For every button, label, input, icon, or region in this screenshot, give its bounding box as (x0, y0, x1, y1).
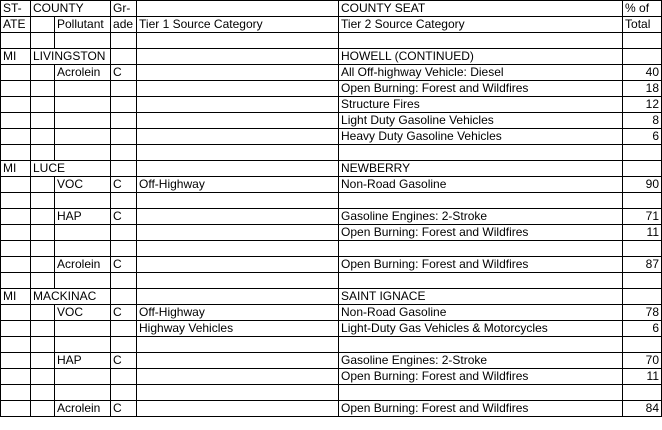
percent-cell: 84 (623, 401, 662, 417)
table-row (1, 129, 662, 145)
tier1-cell (137, 113, 339, 129)
percent-cell: 6 (623, 129, 662, 145)
indent-cell (31, 337, 55, 353)
tier2-cell: Light Duty Gasoline Vehicles (339, 113, 623, 129)
grade-cell (111, 161, 137, 177)
grade-cell (111, 225, 137, 241)
table-row (1, 49, 662, 65)
pollutant-cell: Acrolein (55, 65, 111, 81)
indent-cell (31, 65, 55, 81)
state-cell (1, 273, 31, 289)
tier1-cell (137, 369, 339, 385)
percent-cell (623, 193, 662, 209)
tier2-cell: Open Burning: Forest and Wildfires (339, 225, 623, 241)
state-cell (1, 305, 31, 321)
tier2-cell: Non-Road Gasoline (339, 177, 623, 193)
table-row (1, 353, 662, 369)
percent-cell: 6 (623, 321, 662, 337)
table-row (1, 273, 662, 289)
tier2-cell: Gasoline Engines: 2-Stroke (339, 353, 623, 369)
indent-cell (31, 193, 55, 209)
state-cell (1, 337, 31, 353)
table-row (1, 97, 662, 113)
tier1-cell (137, 257, 339, 273)
tier1-cell (137, 289, 339, 305)
county-cell: LUCE (31, 161, 111, 177)
tier2-cell: SAINT IGNACE (339, 289, 623, 305)
state-cell (1, 241, 31, 257)
tier2-cell: Heavy Duty Gasoline Vehicles (339, 129, 623, 145)
percent-cell: 11 (623, 225, 662, 241)
pollutant-cell (55, 385, 111, 401)
header-indent (31, 17, 55, 33)
indent-cell (31, 81, 55, 97)
percent-cell: 70 (623, 353, 662, 369)
pollutant-cell (55, 81, 111, 97)
indent-cell (31, 209, 55, 225)
indent-cell (31, 305, 55, 321)
table-body (1, 1, 662, 417)
tier2-cell: Open Burning: Forest and Wildfires (339, 369, 623, 385)
grade-cell: C (111, 353, 137, 369)
indent-cell (31, 97, 55, 113)
state-cell (1, 81, 31, 97)
tier2-cell (339, 241, 623, 257)
header-county-seat: COUNTY SEAT (339, 1, 623, 17)
state-cell: MI (1, 161, 31, 177)
tier1-cell (137, 337, 339, 353)
grade-cell (111, 49, 137, 65)
tier2-cell: HOWELL (CONTINUED) (339, 49, 623, 65)
pollutant-cell (55, 337, 111, 353)
indent-cell (31, 401, 55, 417)
tier2-cell (339, 33, 623, 49)
pollutant-cell (55, 273, 111, 289)
table-row (1, 209, 662, 225)
indent-cell (31, 257, 55, 273)
state-cell (1, 353, 31, 369)
tier1-cell (137, 145, 339, 161)
percent-cell: 90 (623, 177, 662, 193)
table-row (1, 177, 662, 193)
tier1-cell (137, 129, 339, 145)
state-cell (1, 65, 31, 81)
pollutant-cell: HAP (55, 353, 111, 369)
state-cell (1, 193, 31, 209)
indent-cell (31, 129, 55, 145)
pollutant-cell (55, 321, 111, 337)
grade-cell (111, 145, 137, 161)
percent-cell (623, 49, 662, 65)
state-cell (1, 113, 31, 129)
pollutant-cell (55, 129, 111, 145)
tier2-cell: Light-Duty Gas Vehicles & Motorcycles (339, 321, 623, 337)
tier2-cell: Structure Fires (339, 97, 623, 113)
tier1-cell (137, 81, 339, 97)
table-row (1, 401, 662, 417)
tier1-cell (137, 385, 339, 401)
grade-cell (111, 33, 137, 49)
state-cell: MI (1, 289, 31, 305)
tier2-cell: NEWBERRY (339, 161, 623, 177)
grade-cell (111, 321, 137, 337)
tier2-cell (339, 145, 623, 161)
header-pollutant: Pollutant (55, 17, 111, 33)
pollutant-cell: VOC (55, 177, 111, 193)
percent-cell: 18 (623, 81, 662, 97)
state-cell (1, 401, 31, 417)
indent-cell (31, 273, 55, 289)
percent-cell: 78 (623, 305, 662, 321)
tier1-cell (137, 401, 339, 417)
grade-cell (111, 113, 137, 129)
header-county: COUNTY (31, 1, 111, 17)
pollutant-cell (55, 97, 111, 113)
tier1-cell (137, 65, 339, 81)
percent-cell (623, 161, 662, 177)
tier2-cell: All Off-highway Vehicle: Diesel (339, 65, 623, 81)
table-row (1, 81, 662, 97)
table-row (1, 321, 662, 337)
tier2-cell: Non-Road Gasoline (339, 305, 623, 321)
table-row (1, 241, 662, 257)
percent-cell: 8 (623, 113, 662, 129)
indent-cell (31, 369, 55, 385)
indent-cell (31, 241, 55, 257)
grade-cell: C (111, 305, 137, 321)
tier2-cell: Gasoline Engines: 2-Stroke (339, 209, 623, 225)
grade-cell (111, 81, 137, 97)
grade-cell: C (111, 401, 137, 417)
table-row (1, 337, 662, 353)
indent-cell (31, 385, 55, 401)
pollutant-cell (55, 369, 111, 385)
indent-cell (31, 145, 55, 161)
tier2-cell (339, 273, 623, 289)
header-tier2: Tier 2 Source Category (339, 17, 623, 33)
tier1-cell: Off-Highway (137, 177, 339, 193)
pollutant-cell (55, 33, 111, 49)
indent-cell (31, 177, 55, 193)
grade-cell (111, 241, 137, 257)
tier1-cell (137, 33, 339, 49)
tier2-cell (339, 385, 623, 401)
tier1-cell (137, 161, 339, 177)
tier2-cell: Open Burning: Forest and Wildfires (339, 81, 623, 97)
header-row-1 (1, 1, 662, 17)
state-cell (1, 225, 31, 241)
grade-cell (111, 289, 137, 305)
tier2-cell: Open Burning: Forest and Wildfires (339, 257, 623, 273)
header-state-top: ST- (1, 1, 31, 17)
pollutant-cell (55, 113, 111, 129)
indent-cell (31, 113, 55, 129)
header-grade-top: Gr- (111, 1, 137, 17)
pollutant-cell: Acrolein (55, 401, 111, 417)
percent-cell (623, 145, 662, 161)
tier1-cell: Off-Highway (137, 305, 339, 321)
indent-cell (31, 321, 55, 337)
tier1-cell (137, 209, 339, 225)
table-row (1, 113, 662, 129)
table-row (1, 145, 662, 161)
state-cell (1, 385, 31, 401)
table-row (1, 369, 662, 385)
percent-cell: 71 (623, 209, 662, 225)
grade-cell (111, 385, 137, 401)
pollutant-cell: Acrolein (55, 257, 111, 273)
percent-cell: 12 (623, 97, 662, 113)
table-row (1, 257, 662, 273)
tier1-cell: Highway Vehicles (137, 321, 339, 337)
state-cell (1, 369, 31, 385)
state-cell (1, 209, 31, 225)
state-cell (1, 257, 31, 273)
state-cell (1, 177, 31, 193)
table-row (1, 289, 662, 305)
pollutant-cell (55, 193, 111, 209)
tier1-cell (137, 241, 339, 257)
pollutant-cell (55, 241, 111, 257)
table-row (1, 193, 662, 209)
tier2-cell: Open Burning: Forest and Wildfires (339, 401, 623, 417)
grade-cell (111, 97, 137, 113)
pollutant-cell (55, 145, 111, 161)
grade-cell (111, 273, 137, 289)
header-row-2 (1, 17, 662, 33)
percent-cell (623, 337, 662, 353)
tier1-cell (137, 273, 339, 289)
header-total: Total (623, 17, 662, 33)
indent-cell (31, 33, 55, 49)
grade-cell: C (111, 65, 137, 81)
tier1-cell (137, 353, 339, 369)
percent-cell (623, 241, 662, 257)
percent-cell (623, 385, 662, 401)
percent-cell (623, 33, 662, 49)
percent-cell (623, 289, 662, 305)
state-cell (1, 97, 31, 113)
table-row (1, 305, 662, 321)
percent-cell: 87 (623, 257, 662, 273)
state-cell (1, 145, 31, 161)
header-blank (137, 1, 339, 17)
state-cell (1, 129, 31, 145)
table-row (1, 33, 662, 49)
indent-cell (31, 225, 55, 241)
grade-cell (111, 337, 137, 353)
grade-cell: C (111, 257, 137, 273)
header-tier1: Tier 1 Source Category (137, 17, 339, 33)
percent-cell (623, 273, 662, 289)
grade-cell (111, 369, 137, 385)
tier1-cell (137, 193, 339, 209)
county-cell: MACKINAC (31, 289, 111, 305)
grade-cell: C (111, 177, 137, 193)
state-cell (1, 321, 31, 337)
pollutant-cell (55, 225, 111, 241)
pollutant-cell: VOC (55, 305, 111, 321)
percent-cell: 11 (623, 369, 662, 385)
grade-cell: C (111, 209, 137, 225)
pollutant-cell: HAP (55, 209, 111, 225)
county-cell: LIVINGSTON (31, 49, 111, 65)
tier1-cell (137, 97, 339, 113)
header-percent-top: % of (623, 1, 662, 17)
state-cell: MI (1, 49, 31, 65)
tier1-cell (137, 225, 339, 241)
grade-cell (111, 193, 137, 209)
table-row (1, 385, 662, 401)
state-cell (1, 33, 31, 49)
indent-cell (31, 353, 55, 369)
percent-cell: 40 (623, 65, 662, 81)
table-row (1, 161, 662, 177)
grade-cell (111, 129, 137, 145)
table-row (1, 65, 662, 81)
header-grade-bottom: ade (111, 17, 137, 33)
table-row (1, 225, 662, 241)
header-state-bottom: ATE (1, 17, 31, 33)
tier1-cell (137, 49, 339, 65)
tier2-cell (339, 337, 623, 353)
tier2-cell (339, 193, 623, 209)
